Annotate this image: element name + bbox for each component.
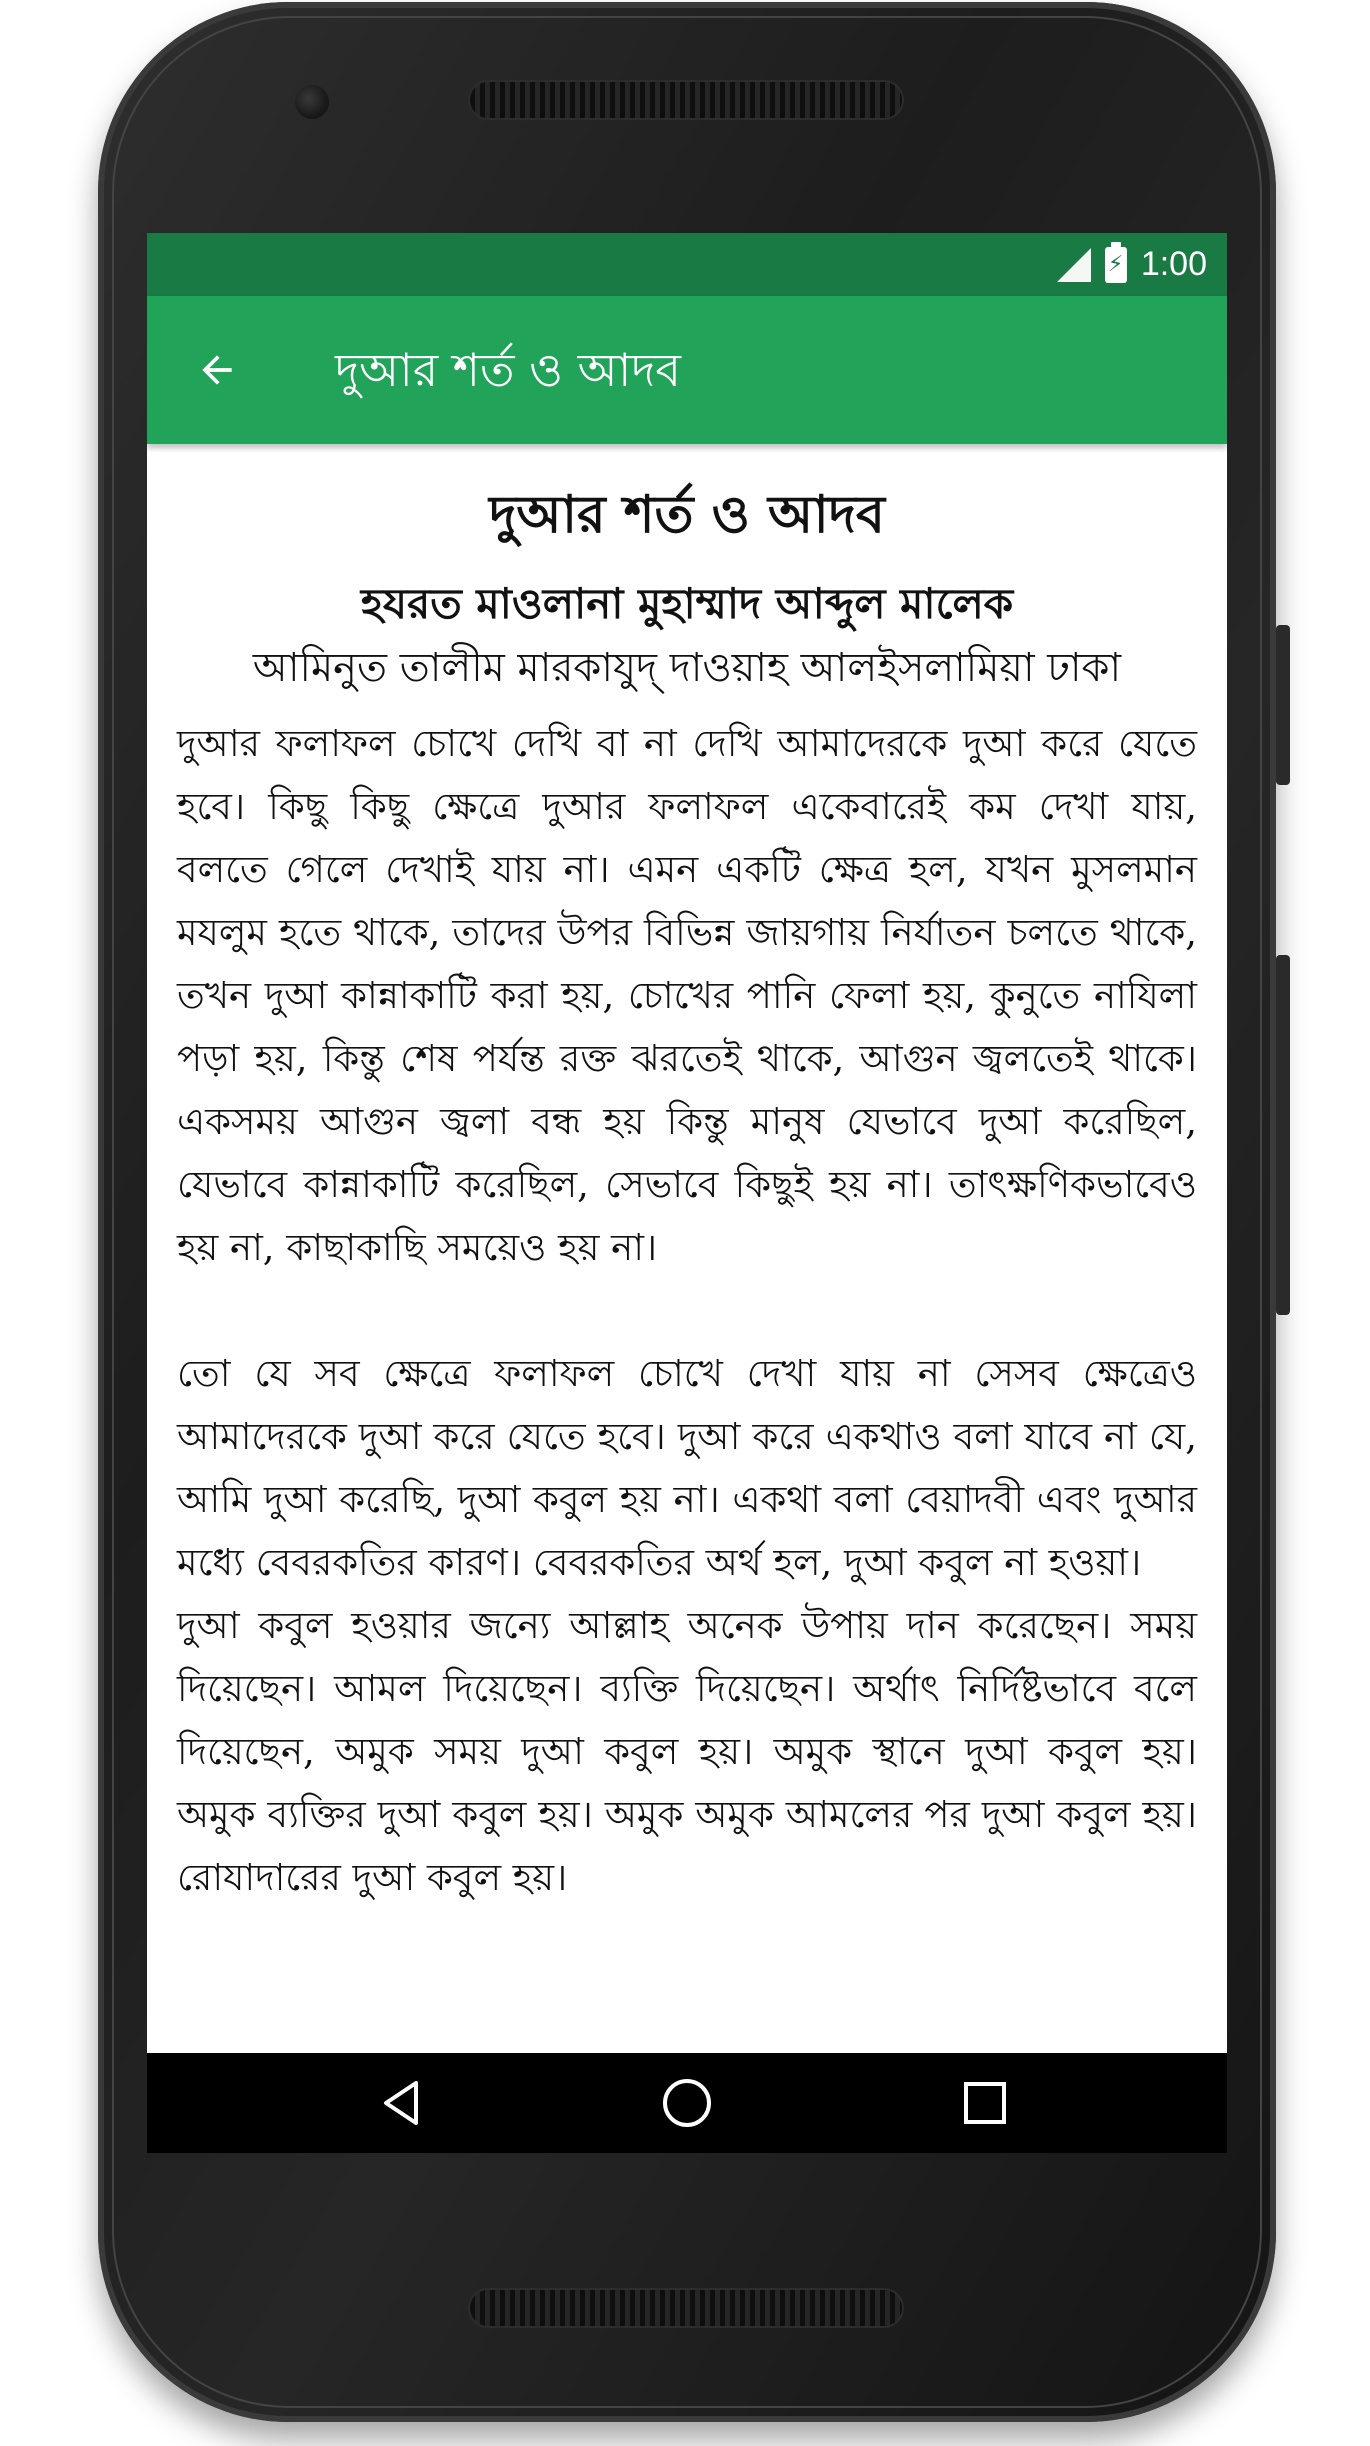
front-camera xyxy=(295,85,329,119)
screen xyxy=(147,233,1227,2153)
article-content[interactable] xyxy=(153,452,1221,2052)
status-time: 1:00 xyxy=(1140,245,1207,283)
back-arrow-icon[interactable] xyxy=(187,340,247,400)
article-author: হযরত মাওলানা মুহাম্মাদ আব্দুল মালেক xyxy=(360,579,1014,628)
article-organization: আমিনুত তালীম মারকাযুদ্ দাওয়াহ আলইসলামিয়া ঢাকা xyxy=(252,645,1122,691)
paragraph: দুআর ফলাফল চোখে দেখি বা না দেখি আমাদেরকে দুআ করে যেতে হবে। কিছু কিছু ক্ষেত্রে দুআর ফলাফল একেবারেই কম দেখা যায়, বলতে গেলে দেখাই যায় না। এমন একটি ক্ষেত্র হল, যখন মুসলমান মযলুম হতে থাকে, তাদের উপর বিভিন্ন জায়গায় নির্যাতন চলতে থাকে, তখন দুআ কান্নাকাটি করা হয়, চোখের পানি ফেলা হয়, কুনুতে নাযিলা পড়া হয়, কিন্তু শেষ পর্যন্ত রক্ত ঝরতেই থাকে, আগুন জ্বলতেই থাকে। একসময় আগুন জ্বলা বন্ধ হয় কিন্তু মানুষ যেভাবে দুআ করেছিল, যেভাবে কান্নাকাটি করেছিল, সেভাবে কিছুই হয় না। তাৎক্ষণিকভাবেও হয় না, কাছাকাছি সময়েও হয় না। xyxy=(177,722,1197,1269)
nav-recents-icon[interactable] xyxy=(955,2075,1015,2131)
app-bar-title: দুআর শর্ত ও আদব xyxy=(335,343,682,397)
bottom-speaker xyxy=(470,2290,902,2326)
battery-charging-icon: ⚡ xyxy=(1105,247,1127,283)
paragraph: তো যে সব ক্ষেত্রে ফলাফল চোখে দেখা যায় না সেসব ক্ষেত্রেও আমাদেরকে দুআ করে যেতে হবে। দুআ করে একথাও বলা যাবে না যে, আমি দুআ করেছি, দুআ কবুল হয় না। একথা বলা বেয়াদবী এবং দুআর মধ্যে বেবরকতির কারণ। বেবরকতির অর্থ হল, দুআ কবুল না হওয়া। xyxy=(177,1352,1197,1584)
app-bar xyxy=(147,296,1227,444)
top-speaker xyxy=(470,82,902,118)
paragraph-gap xyxy=(177,1279,1197,1342)
nav-back-icon[interactable] xyxy=(372,2075,432,2131)
paragraph: দুআ কবুল হওয়ার জন্যে আল্লাহ অনেক উপায় দান করেছেন। সময় দিয়েছেন। আমল দিয়েছেন। ব্যক্তি দিয়েছেন। অর্থাৎ নির্দিষ্টভাবে বলে দিয়েছেন, অমুক সময় দুআ কবুল হয়। অমুক স্থানে দুআ কবুল হয়। অমুক ব্যক্তির দুআ কবুল হয়। অমুক অমুক আমলের পর দুআ কবুল হয়। রোযাদারের দুআ কবুল হয়। xyxy=(177,1604,1197,1899)
navigation-bar xyxy=(147,2053,1227,2153)
power-button xyxy=(1276,625,1290,785)
article-title: দুআর শর্ত ও আদব xyxy=(489,484,885,545)
nav-home-icon[interactable] xyxy=(657,2075,717,2131)
volume-button xyxy=(1276,955,1290,1315)
status-icons xyxy=(1057,233,1207,296)
article-body xyxy=(177,712,1197,1909)
status-bar xyxy=(147,233,1227,296)
signal-icon xyxy=(1057,248,1091,282)
